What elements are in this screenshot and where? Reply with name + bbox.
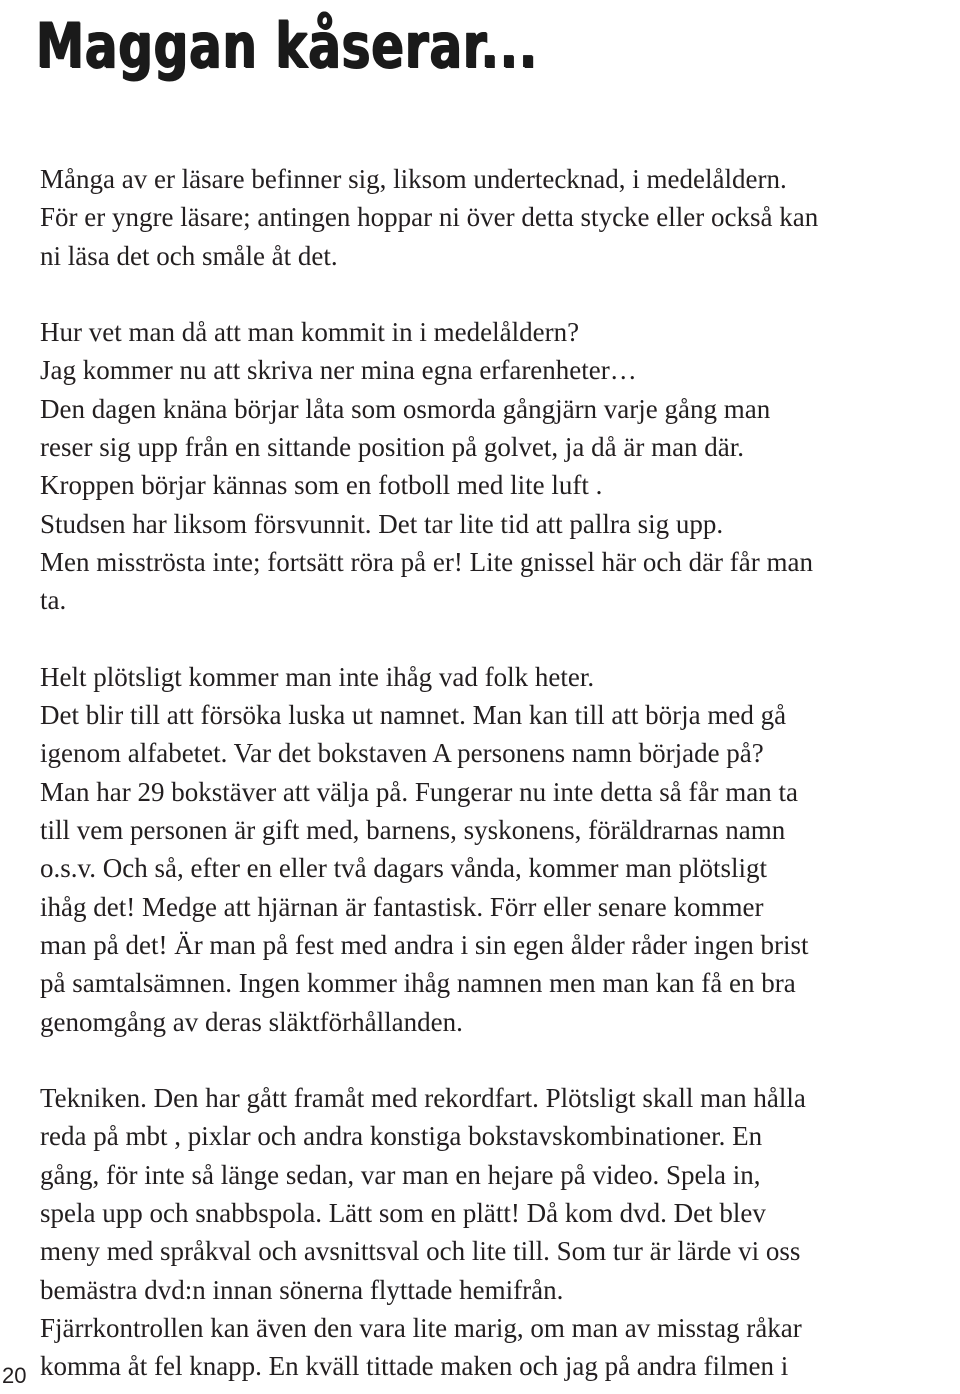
paragraph-4 [40,1079,960,1385]
text-line: ihåg det! Medge att hjärnan är fantastisk. Förr eller senare kommer [40,891,764,922]
text-line: genomgång av deras släktförhållanden. [40,1006,463,1037]
text-line: Det blir till att försöka luska ut namnet. Man kan till att börja med gå [40,700,787,731]
paragraph-gap [40,275,960,313]
text-line: meny med språkval och avsnittsval och lite till. Som tur är lärde vi oss [40,1236,801,1267]
text-line: igenom alfabetet. Var det bokstaven A personens namn började på? [40,738,764,769]
text-line: Tekniken. Den har gått framåt med rekordfart. Plötsligt skall man hålla [40,1083,806,1114]
article-body [40,160,960,1386]
text-line: Jag kommer nu att skriva ner mina egna erfarenheter… [40,355,637,386]
text-line: För er yngre läsare; antingen hoppar ni över detta stycke eller också kan [40,202,819,233]
text-line: Studsen har liksom försvunnit. Det tar lite tid att pallra sig upp. [40,508,724,539]
text-line: ni läsa det och småle åt det. [40,240,338,271]
text-line: o.s.v. Och så, efter en eller två dagars vånda, kommer man plötsligt [40,853,768,884]
paragraph-2 [40,313,960,619]
text-line: Den dagen knäna börjar låta som osmorda gångjärn varje gång man [40,393,771,424]
text-line: bemästra dvd:n innan sönerna flyttade hemifrån. [40,1274,564,1305]
text-line: reser sig upp från en sittande position på golvet, ja då är man där. [40,432,745,463]
text-line: spela upp och snabbspola. Lätt som en plätt! Då kom dvd. Det blev [40,1198,766,1229]
paragraph-gap [40,620,960,658]
text-line: ta. [40,585,67,616]
text-line: Man har 29 bokstäver att välja på. Fungerar nu inte detta så får man ta [40,776,798,807]
text-line: reda på mbt , pixlar och andra konstiga bokstavskombinationer. En [40,1121,763,1152]
page-title: Maggan kåserar... [36,9,539,82]
text-line: Många av er läsare befinner sig, liksom undertecknad, i medelåldern. [40,164,787,194]
page-number: 20 [2,1363,27,1388]
paragraph-3 [40,658,960,1041]
text-line: Fjärrkontrollen kan även den vara lite marig, om man av misstag råkar [40,1312,802,1343]
text-line: gång, för inte så länge sedan, var man en hejare på video. Spela in, [40,1159,761,1190]
text-line: till vem personen är gift med, barnens, syskonens, föräldrarnas namn [40,815,786,846]
text-line: Men misströsta inte; fortsätt röra på er! Lite gnissel här och där får man [40,546,813,577]
text-line: Kroppen börjar kännas som en fotboll med lite luft . [40,470,603,501]
paragraph-1 [40,160,960,275]
text-line: Hur vet man då att man kommit in i medelåldern? [40,317,580,348]
paragraph-gap [40,1041,960,1079]
text-line: Helt plötsligt kommer man inte ihåg vad folk heter. [40,661,595,692]
text-line: man på det! Är man på fest med andra i sin egen ålder råder ingen brist [40,929,809,960]
text-line: komma åt fel knapp. En kväll tittade maken och jag på andra filmen i [40,1351,789,1382]
text-line: på samtalsämnen. Ingen kommer ihåg namnen men man kan få en bra [40,968,796,999]
